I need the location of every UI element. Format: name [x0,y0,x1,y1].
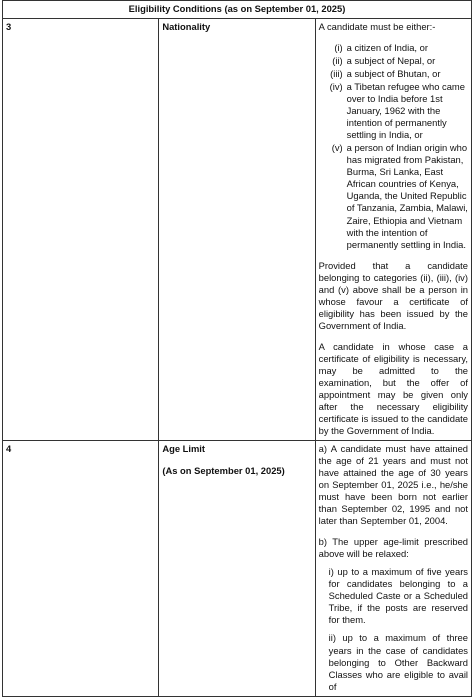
row-label-nationality: Nationality [159,19,315,441]
list-item [319,68,468,80]
table-row-age-limit [3,441,472,697]
list-marker: (i) [334,42,343,54]
age-limit-date-label: (As on September 01, 2025) [162,465,285,477]
table-header-row [3,1,472,19]
age-limit-para-b: b) The upper age-limit prescribed above will be relaxed: [318,536,468,560]
list-marker: (iii) [330,68,343,80]
row-number: 3 [3,19,159,441]
age-limit-content [315,441,471,697]
age-limit-label: Age Limit [162,443,206,455]
list-item-text: a citizen of India, or [346,42,428,54]
relaxation-item-i: i) up to a maximum of five years for candidates belonging to a Scheduled Caste or a Scheduled Tribe, if the posts are reserved for them. [328,566,468,626]
nationality-options-list [319,42,468,251]
nationality-content [315,19,471,441]
row-label-age-limit [159,441,315,697]
list-marker: (ii) [332,55,343,67]
list-item [319,142,468,250]
relaxation-item-ii: ii) up to a maximum of three years in the case of candidates belonging to Other Backward Classes who are eligible to avail of [328,632,468,692]
table-row-nationality [3,19,472,441]
nationality-proviso: Provided that a candidate belonging to categories (ii), (iii), (iv) and (v) above shall be a person in whose favour a certificate of eligibility has been issued by the Government of India. [318,259,468,331]
list-item [319,42,468,54]
list-item-text: a person of Indian origin who has migrated from Pakistan, Burma, Sri Lanka, East African countries of Kenya, Uganda, the United Republic of Tanzania, Zambia, Malawi, Zaire, Ethiopia and Vietnam with the intention of permanently settling in India. [346,142,468,250]
list-item-text: a subject of Bhutan, or [346,68,441,80]
list-marker: (iv) [329,81,343,93]
age-limit-para-a: a) A candidate must have attained the age of 21 years and must not have attained the age of 30 years on September 01, 2025 i.e., he/she must have been born not earlier than September 02, 1995 and not later than September 01, 2004. [318,443,468,527]
list-marker: (v) [331,142,343,154]
list-item-text: a Tibetan refugee who came over to India before 1st January, 1962 with the intention of permanently settling in India, or [346,81,465,141]
list-item-text: a subject of Nepal, or [346,55,436,67]
row-number: 4 [3,441,159,697]
table-title: Eligibility Conditions (as on September 01, 2025) [3,1,472,19]
list-item [319,81,468,141]
certificate-note: A candidate in whose case a certificate of eligibility is necessary, may be admitted to the examination, but the offer of appointment may be given only after the necessary eligibility certificate is issued to the candidate by the Government of India. [318,340,468,436]
eligibility-table [2,0,472,697]
list-item [319,55,468,67]
nationality-intro: A candidate must be either:- [318,21,436,33]
